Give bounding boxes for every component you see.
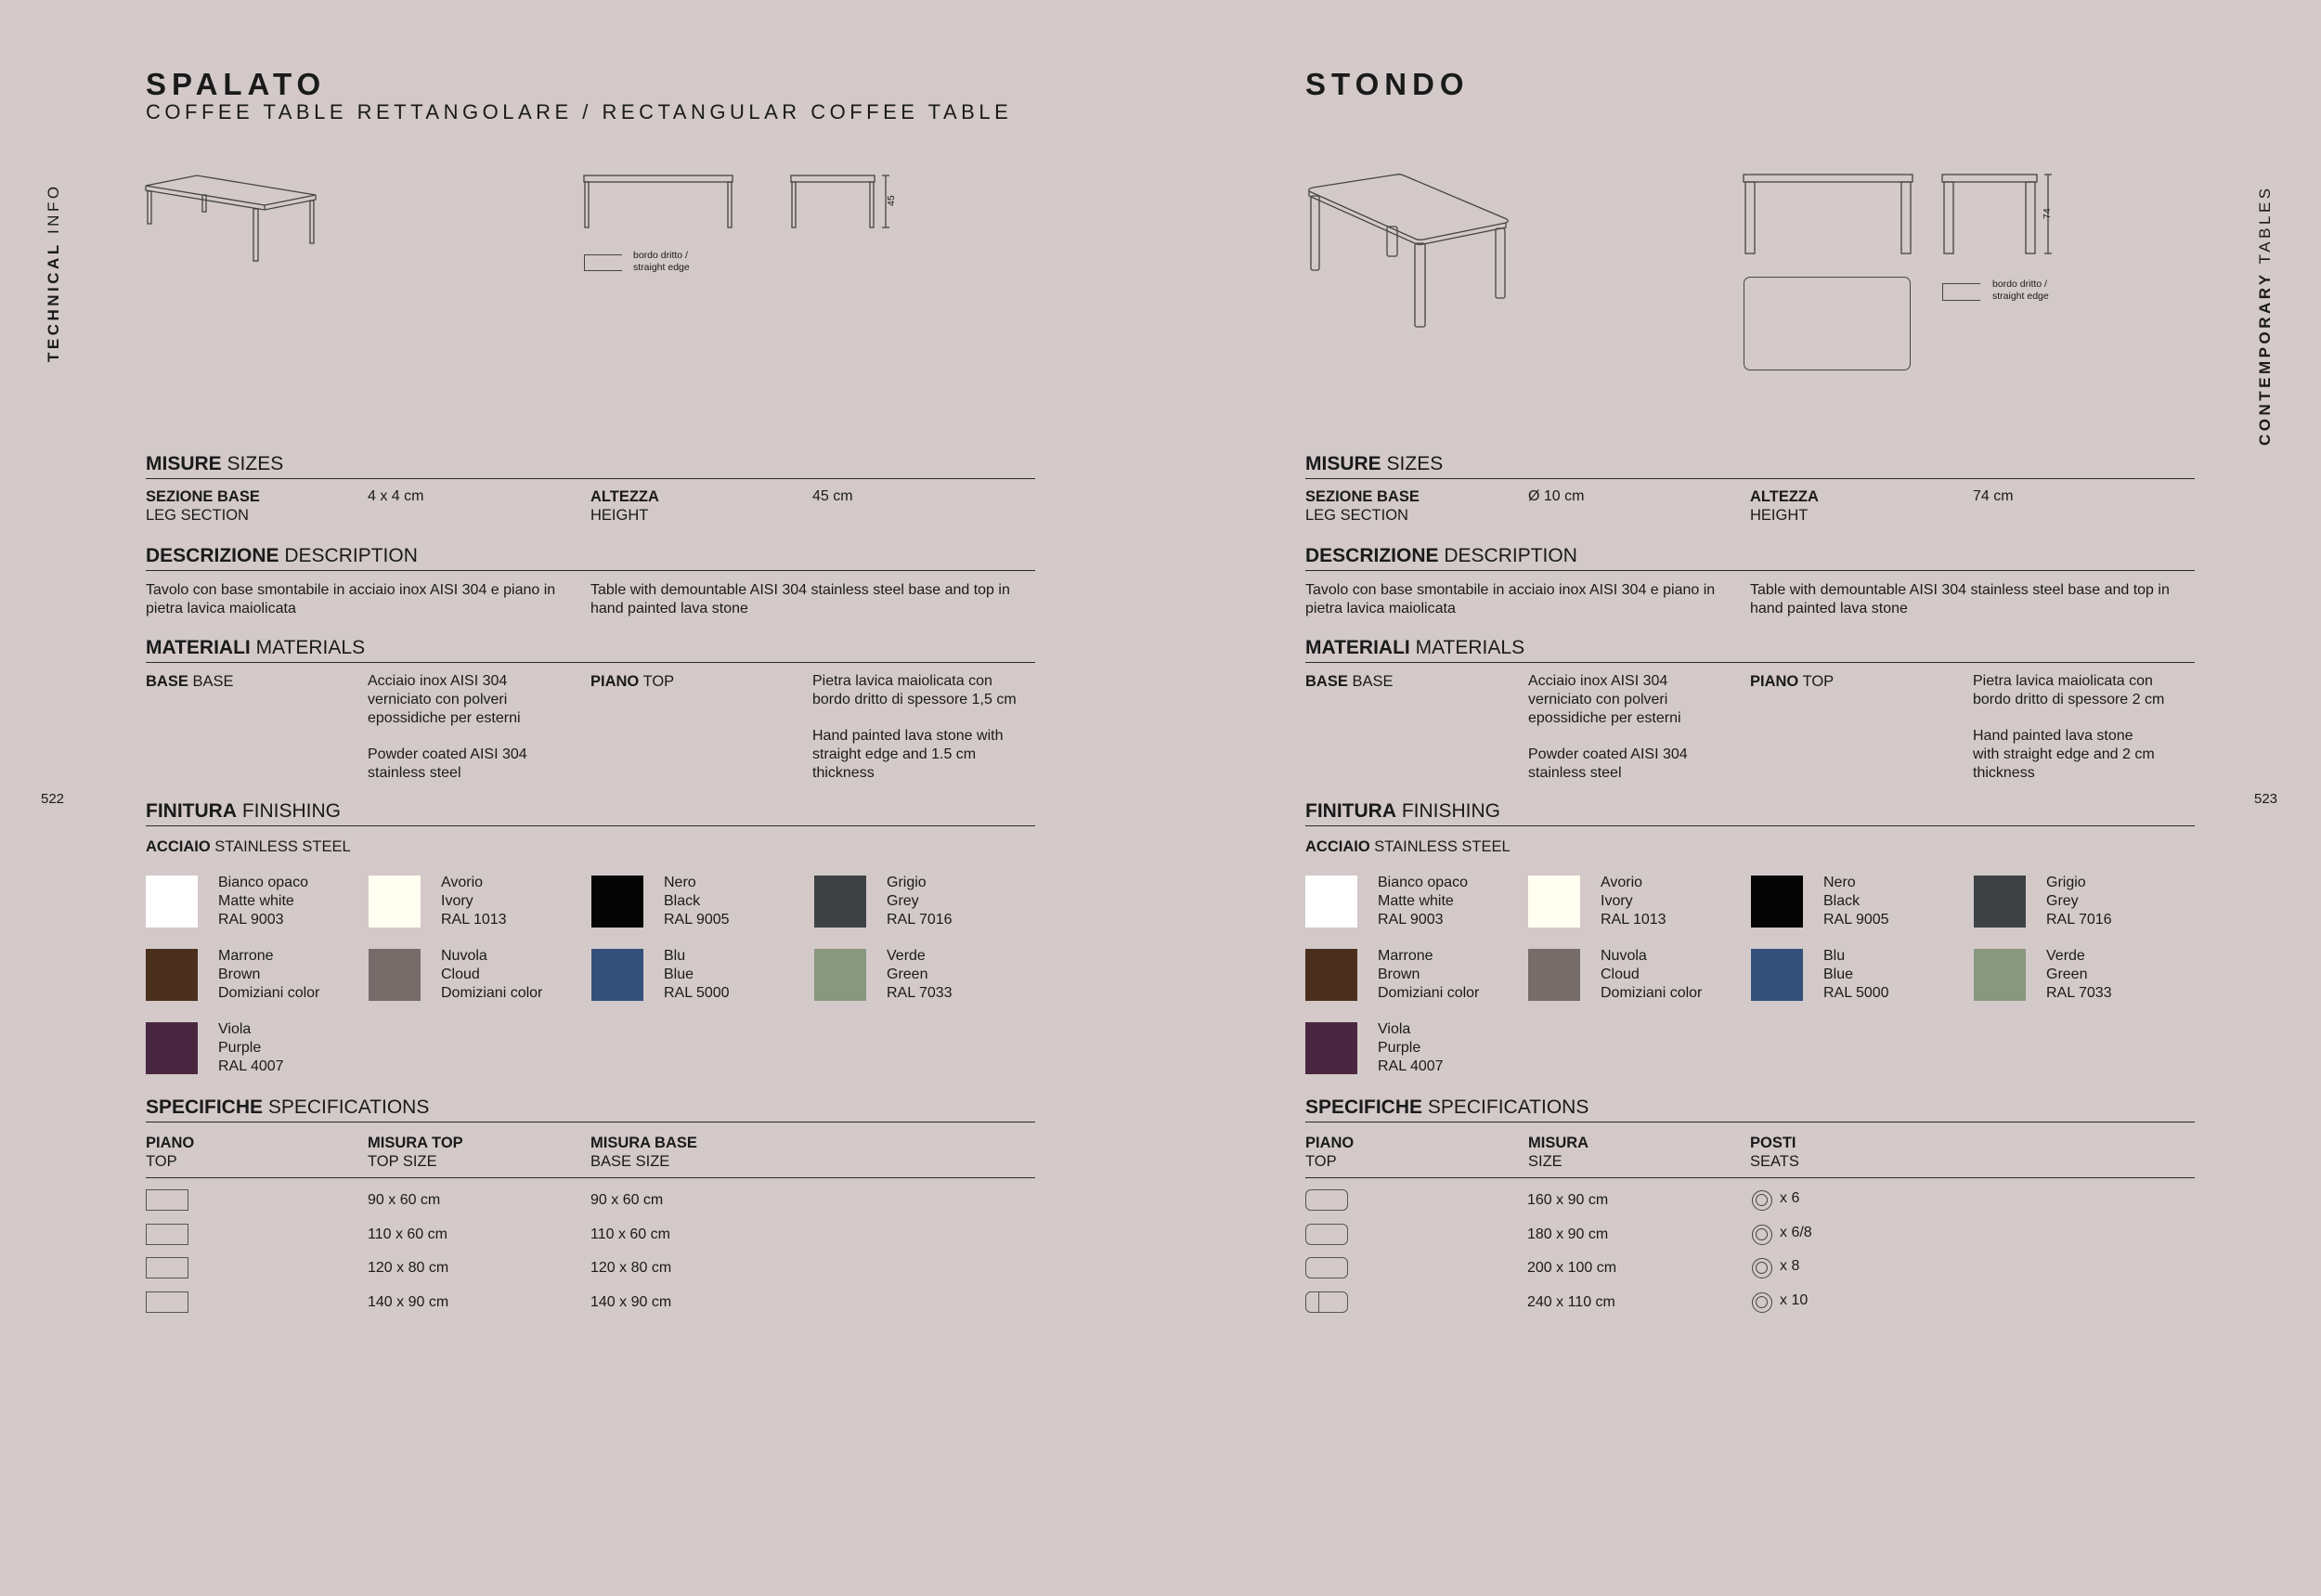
spec-header-divider xyxy=(1305,1177,2195,1178)
table-top-shape-icon xyxy=(1305,1291,1348,1313)
spec-header-divider xyxy=(146,1177,1035,1178)
table-top-shape-icon xyxy=(146,1257,188,1278)
material-top-it: Pietra lavica maiolicata con bordo dritto di spessore 1,5 cm xyxy=(812,673,1017,707)
swatch-text-l1: Nuvola xyxy=(441,948,487,964)
color-swatch-label xyxy=(218,1020,284,1076)
swatch-text-l1: Marrone xyxy=(218,948,274,964)
swatch-text-l2: Green xyxy=(887,967,928,982)
specifications-heading: SPECIFICHE SPECIFICATIONS xyxy=(146,1096,1035,1122)
swatch-text-l2: Brown xyxy=(1378,967,1420,982)
table-top-shape-icon xyxy=(1305,1257,1348,1278)
color-swatch xyxy=(1751,876,1803,928)
color-swatch xyxy=(146,949,198,1001)
color-swatch xyxy=(1751,949,1803,1001)
color-swatch-label xyxy=(1823,874,1889,929)
color-swatch-label xyxy=(664,874,730,929)
spec-seats-value: x 6/8 xyxy=(1780,1224,1812,1240)
swatch-text-l3: RAL 7033 xyxy=(2046,985,2112,1001)
color-swatch-label xyxy=(218,947,319,1003)
swatch-text-l1: Bianco opaco xyxy=(218,875,308,890)
swatch-text-l1: Verde xyxy=(887,948,926,964)
seat-icon xyxy=(1752,1292,1772,1313)
table-top-shape-icon xyxy=(1305,1224,1348,1245)
height-value: 74 cm xyxy=(1973,488,2014,504)
swatch-text-l2: Blue xyxy=(1823,967,1854,982)
color-swatch xyxy=(369,949,421,1001)
swatch-text-l3: RAL 4007 xyxy=(218,1058,284,1074)
swatch-text-l1: Verde xyxy=(2046,948,2085,964)
material-top-en: Hand painted lava stone with straight edge and 1.5 cm thickness xyxy=(812,728,1004,781)
side-label-left: TECHNICAL INFO xyxy=(45,183,62,362)
swatch-text-l2: Black xyxy=(664,893,701,909)
color-swatch xyxy=(1305,949,1357,1001)
materials-heading: MATERIALI MATERIALS xyxy=(146,637,1035,663)
color-swatch-label xyxy=(1378,947,1479,1003)
table-top-shape-icon xyxy=(1305,1189,1348,1211)
edge-label: bordo dritto / straight edge xyxy=(1992,279,2049,302)
color-swatch-label xyxy=(1378,1020,1444,1076)
seat-icon xyxy=(1752,1190,1772,1211)
extension-line-icon xyxy=(1318,1292,1319,1312)
spec-size-value: 180 x 90 cm xyxy=(1527,1226,1609,1242)
swatch-text-l2: Ivory xyxy=(441,893,473,909)
swatch-text-l2: Blue xyxy=(664,967,694,982)
table-front-view-drawing xyxy=(583,175,733,230)
spec-size-value: 160 x 90 cm xyxy=(1527,1192,1609,1208)
swatch-text-l3: RAL 1013 xyxy=(1601,912,1666,928)
color-swatch xyxy=(1528,949,1580,1001)
swatch-text-l3: RAL 9003 xyxy=(218,912,284,928)
swatch-text-l3: Domiziani color xyxy=(218,985,320,1001)
description-en: Table with demountable AISI 304 stainless steel base and top in hand painted lava stone xyxy=(590,582,1010,616)
color-swatch-label xyxy=(1601,947,1702,1003)
sizes-heading: MISURE SIZES xyxy=(1305,453,2195,479)
swatch-text-l3: RAL 1013 xyxy=(441,912,507,928)
swatch-text-l2: Matte white xyxy=(218,893,294,909)
swatch-text-l3: RAL 9003 xyxy=(1378,912,1444,928)
spec-size-value: 200 x 100 cm xyxy=(1527,1260,1617,1276)
color-swatch-label xyxy=(218,874,308,929)
color-swatch xyxy=(146,1022,198,1074)
table-top-shape-icon xyxy=(146,1291,188,1313)
swatch-text-l3: RAL 7016 xyxy=(887,912,953,928)
leg-section-label: SEZIONE BASE LEG SECTION xyxy=(146,488,260,524)
color-swatch xyxy=(369,876,421,928)
finishing-heading: FINITURA FINISHING xyxy=(146,800,1035,826)
swatch-text-l1: Viola xyxy=(218,1021,252,1037)
color-swatch xyxy=(1974,949,2026,1001)
material-top-it: Pietra lavica maiolicata con bordo dritto di spessore 2 cm xyxy=(1973,673,2165,707)
color-swatch-label xyxy=(2046,874,2112,929)
swatch-text-l2: Ivory xyxy=(1601,893,1633,909)
spec-col-top-size: MISURA TOP TOP SIZE xyxy=(368,1135,463,1170)
swatch-text-l3: RAL 4007 xyxy=(1378,1058,1444,1074)
description-it: Tavolo con base smontabile in acciaio inox AISI 304 e piano in pietra lavica maiolicata xyxy=(146,582,556,616)
color-swatch xyxy=(1974,876,2026,928)
page-number-left: 522 xyxy=(41,791,65,807)
color-swatch xyxy=(1305,1022,1357,1074)
swatch-text-l1: Nero xyxy=(1823,875,1856,890)
swatch-text-l2: Grey xyxy=(2046,893,2079,909)
finishing-subheading: ACCIAIO STAINLESS STEEL xyxy=(146,838,351,855)
swatch-text-l2: Green xyxy=(2046,967,2088,982)
spec-base-size-value: 140 x 90 cm xyxy=(590,1293,672,1310)
leg-section-value: Ø 10 cm xyxy=(1528,488,1585,504)
material-base-it: Acciaio inox AISI 304 verniciato con polveri epossidiche per esterni xyxy=(1528,673,1681,726)
height-dimension-label: 74 xyxy=(2042,208,2053,219)
spec-seats-value: x 10 xyxy=(1780,1291,1809,1308)
color-swatch-label xyxy=(1823,947,1889,1003)
material-base-en: Powder coated AISI 304 stainless steel xyxy=(368,746,527,781)
color-swatch-label xyxy=(664,947,730,1003)
spec-size-value: 120 x 80 cm xyxy=(368,1260,449,1276)
color-swatch-label xyxy=(441,947,542,1003)
spec-base-size-value: 90 x 60 cm xyxy=(590,1192,664,1208)
material-base-label: BASE BASE xyxy=(146,673,234,690)
height-dimension-label: 45 xyxy=(886,195,897,206)
swatch-text-l1: Avorio xyxy=(1601,875,1643,890)
spec-seats-value: x 8 xyxy=(1780,1258,1800,1274)
product-title: SPALATO xyxy=(146,67,327,101)
swatch-text-l1: Blu xyxy=(1823,948,1846,964)
swatch-text-l3: RAL 5000 xyxy=(664,985,730,1001)
color-swatch xyxy=(591,949,643,1001)
spec-seats-value: x 6 xyxy=(1780,1190,1800,1206)
color-swatch-label xyxy=(887,874,953,929)
swatch-text-l1: Grigio xyxy=(887,875,927,890)
spec-size-value: 140 x 90 cm xyxy=(368,1293,449,1310)
materials-heading: MATERIALI MATERIALS xyxy=(1305,637,2195,663)
swatch-text-l2: Cloud xyxy=(441,967,480,982)
swatch-text-l2: Grey xyxy=(887,893,919,909)
swatch-text-l1: Nero xyxy=(664,875,696,890)
swatch-text-l1: Viola xyxy=(1378,1021,1411,1037)
table-front-view-drawing xyxy=(1743,174,1913,257)
product-subtitle: COFFEE TABLE RETTANGOLARE / RECTANGULAR COFFEE TABLE xyxy=(146,100,1013,123)
spec-col-seats: POSTI SEATS xyxy=(1750,1135,1799,1170)
seat-icon xyxy=(1752,1225,1772,1245)
swatch-text-l3: Domiziani color xyxy=(1601,985,1703,1001)
table-perspective-drawing xyxy=(1307,173,1511,331)
description-it: Tavolo con base smontabile in acciaio inox AISI 304 e piano in pietra lavica maiolicata xyxy=(1305,582,1716,616)
table-top-shape-icon xyxy=(146,1224,188,1245)
height-value: 45 cm xyxy=(812,488,853,504)
spec-size-value: 110 x 60 cm xyxy=(368,1226,447,1242)
spec-col-top: PIANO TOP xyxy=(1305,1135,1355,1170)
finishing-heading: FINITURA FINISHING xyxy=(1305,800,2195,826)
swatch-text-l2: Black xyxy=(1823,893,1861,909)
color-swatch xyxy=(814,949,866,1001)
swatch-text-l1: Nuvola xyxy=(1601,948,1647,964)
swatch-text-l1: Grigio xyxy=(2046,875,2086,890)
color-swatch-label xyxy=(441,874,507,929)
leg-section-label: SEZIONE BASE LEG SECTION xyxy=(1305,488,1420,524)
swatch-text-l1: Marrone xyxy=(1378,948,1433,964)
edge-profile-icon xyxy=(1942,283,1980,301)
swatch-text-l2: Purple xyxy=(1378,1040,1421,1056)
color-swatch-label xyxy=(887,947,953,1003)
swatch-text-l1: Blu xyxy=(664,948,686,964)
spec-col-top: PIANO TOP xyxy=(146,1135,195,1170)
material-base-label: BASE BASE xyxy=(1305,673,1394,690)
spec-col-size: MISURA SIZE xyxy=(1528,1135,1589,1170)
table-side-view-drawing xyxy=(790,175,892,230)
material-base-en: Powder coated AISI 304 stainless steel xyxy=(1528,746,1688,781)
spec-base-size-value: 120 x 80 cm xyxy=(590,1260,672,1276)
table-side-view-drawing xyxy=(1941,174,2056,257)
material-base-it: Acciaio inox AISI 304 verniciato con polveri epossidiche per esterni xyxy=(368,673,521,726)
swatch-text-l3: RAL 7016 xyxy=(2046,912,2112,928)
swatch-text-l3: RAL 7033 xyxy=(887,985,953,1001)
product-title: STONDO xyxy=(1305,67,1470,101)
swatch-text-l2: Cloud xyxy=(1601,967,1640,982)
swatch-text-l2: Purple xyxy=(218,1040,262,1056)
swatch-text-l1: Bianco opaco xyxy=(1378,875,1468,890)
swatch-text-l3: Domiziani color xyxy=(1378,985,1480,1001)
color-swatch-label xyxy=(1601,874,1666,929)
leg-section-value: 4 x 4 cm xyxy=(368,488,424,504)
color-swatch xyxy=(814,876,866,928)
seat-icon xyxy=(1752,1258,1772,1278)
height-label: ALTEZZA HEIGHT xyxy=(590,488,659,524)
sizes-heading: MISURE SIZES xyxy=(146,453,1035,479)
edge-label: bordo dritto / straight edge xyxy=(633,250,690,273)
edge-profile-icon xyxy=(584,254,622,271)
swatch-text-l3: RAL 9005 xyxy=(1823,912,1889,928)
color-swatch-label xyxy=(1378,874,1468,929)
spec-size-value: 90 x 60 cm xyxy=(368,1192,441,1208)
material-top-label: PIANO TOP xyxy=(590,673,675,690)
color-swatch xyxy=(1528,876,1580,928)
material-top-en: Hand painted lava stone with straight edge and 2 cm thickness xyxy=(1973,728,2155,781)
swatch-text-l3: Domiziani color xyxy=(441,985,543,1001)
spec-size-value: 240 x 110 cm xyxy=(1527,1293,1615,1310)
spec-base-size-value: 110 x 60 cm xyxy=(590,1226,670,1242)
color-swatch-label xyxy=(2046,947,2112,1003)
height-label: ALTEZZA HEIGHT xyxy=(1750,488,1819,524)
color-swatch xyxy=(146,876,198,928)
table-top-view-drawing xyxy=(1744,277,1911,370)
swatch-text-l1: Avorio xyxy=(441,875,484,890)
swatch-text-l3: RAL 9005 xyxy=(664,912,730,928)
specifications-heading: SPECIFICHE SPECIFICATIONS xyxy=(1305,1096,2195,1122)
color-swatch xyxy=(1305,876,1357,928)
spec-col-base-size: MISURA BASE BASE SIZE xyxy=(590,1135,697,1170)
material-top-label: PIANO TOP xyxy=(1750,673,1835,690)
color-swatch xyxy=(591,876,643,928)
description-heading: DESCRIZIONE DESCRIPTION xyxy=(146,545,1035,571)
finishing-subheading: ACCIAIO STAINLESS STEEL xyxy=(1305,838,1511,855)
description-en: Table with demountable AISI 304 stainless steel base and top in hand painted lava stone xyxy=(1750,582,2170,616)
table-perspective-drawing xyxy=(144,172,320,265)
swatch-text-l2: Matte white xyxy=(1378,893,1454,909)
page-number-right: 523 xyxy=(2254,791,2278,807)
swatch-text-l2: Brown xyxy=(218,967,261,982)
swatch-text-l3: RAL 5000 xyxy=(1823,985,1889,1001)
side-label-right: CONTEMPORARY TABLES xyxy=(2256,185,2274,446)
description-heading: DESCRIZIONE DESCRIPTION xyxy=(1305,545,2195,571)
table-top-shape-icon xyxy=(146,1189,188,1211)
